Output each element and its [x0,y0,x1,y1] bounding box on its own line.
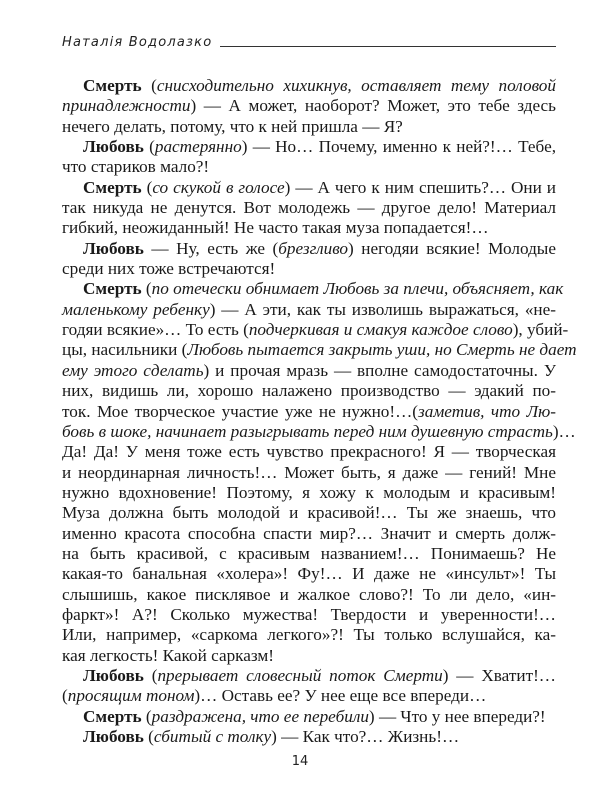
text-line [62,117,556,137]
dialogue-text: так никуда не денутся. Вот молодежь — другое дело! Материал [62,198,556,218]
text-line [62,463,556,483]
text-line [62,76,556,96]
speaker-name: Любовь [83,137,144,157]
dialogue-text: что стариков мало?! [62,157,210,177]
speaker-name: Смерть [83,76,142,95]
text-line [62,442,556,462]
dialogue-text: Муза должна быть молодой и красивой!… Ты же знаешь, что [62,503,556,523]
text-line [62,503,556,523]
text-line [62,605,556,625]
running-header [62,28,556,50]
text-line [62,239,556,259]
dialogue-text: Да! Да! У меня тоже есть чувство прекрасного! Я — творческая [62,442,556,462]
speaker-name: Смерть [83,279,142,299]
dialogue-text: ( [143,727,154,746]
page-number: 14 [291,754,309,769]
dialogue-text: какая-то банальная «холера»! Фу!… И даже не «инсульт»! Ты [62,564,556,584]
dialogue-text: фаркт»! А?! Сколько мужества! Твердости и уверенности!… [62,604,556,624]
text-line [62,178,556,198]
text-line [62,361,556,381]
dialogue-text: ) — Как что?… Жизнь!… [271,727,460,746]
text-line [62,544,556,564]
dialogue-text: слышишь, какое писклявое и жалкое слово?! То ли дело, «ин- [62,584,556,604]
dialogue-text: )… Оставь ее? У нее еще все впереди… [194,686,487,706]
dialogue-text: ( [141,177,153,197]
text-line [62,524,556,544]
stage-direction: Любовь пытается закрыть уши, но Смерть не дает [187,340,577,360]
text-line [62,320,569,340]
text-line [62,686,556,706]
text-line [62,300,556,320]
text-line [62,381,556,401]
page-body-text [62,76,577,747]
dialogue-text: ), убий- [512,320,569,340]
text-line [62,625,556,645]
stage-direction: ему этого сделать [62,360,204,380]
dialogue-text: именно красота способна спасти мир?… Значит и смерть долж- [62,523,556,543]
header-rule [220,46,556,47]
text-line [62,585,556,605]
dialogue-text: ( [141,706,152,726]
text-line [62,727,556,747]
dialogue-text: ) — А чего к ним спешить?… Они и [284,177,556,197]
text-line [62,157,556,177]
dialogue-text: и неординарная личность!… Может быть, я даже — гений! Мне [62,462,556,482]
dialogue-text: ток. Мое творческое участие уже не нужно!…( [62,401,419,421]
text-line [62,564,556,584]
text-line [62,340,577,360]
stage-direction: растерянно [154,137,242,157]
stage-direction: заметив, что Лю- [418,401,556,421]
dialogue-text: на быть красивой, с красивым названием!… Понимаешь? Не [62,543,556,563]
text-line [62,198,556,218]
dialogue-text: ) — Что у нее впереди?! [368,706,546,726]
text-line [62,666,556,686]
dialogue-text: — Ну, есть же ( [143,238,279,258]
dialogue-text: ( [143,137,155,157]
stage-direction: раздражена, что ее перебили [151,706,369,726]
dialogue-text: ( [62,686,68,706]
stage-direction: снисходительно хихикнув, оставляет тему половой [156,76,556,95]
dialogue-text: )… [552,421,576,441]
stage-direction: бовь в шоке, начинает разыгрывать перед ним душевную страсть [62,421,553,441]
dialogue-text: ) и прочая мразь — вполне самодостаточны. У [203,360,556,380]
speaker-name: Любовь [83,665,144,685]
stage-direction: принадлежности [62,96,191,116]
stage-direction: со скукой в голосе [152,177,285,197]
stage-direction: подчеркивая и смакуя каждое слово [248,320,513,340]
dialogue-text: ( [143,665,158,685]
stage-direction: сбитый с толку [153,727,272,746]
dialogue-text: годяи всякие»… То есть ( [62,320,249,340]
dialogue-text: ) негодяи всякие! Молодые [348,238,556,258]
text-line [62,707,556,727]
dialogue-text: ( [141,279,152,299]
speaker-name: Смерть [83,706,142,726]
text-line [62,402,556,422]
speaker-name: Смерть [83,177,142,197]
stage-direction: по отечески обнимает Любовь за плечи, объясняет, как [151,279,564,299]
dialogue-text: гибкий, неожиданный! Не часто такая муза попадается!… [62,218,489,238]
speaker-name: Любовь [83,727,144,746]
text-line [62,483,556,503]
dialogue-text: кая легкость! Какой сарказм! [62,645,275,665]
dialogue-text: нечего делать, потому, что к ней пришла — Я? [62,116,403,136]
dialogue-text: ( [141,76,157,95]
text-line [62,137,556,157]
dialogue-text: среди них тоже встречаются! [62,259,276,279]
stage-direction: маленькому ребенку [62,299,210,319]
dialogue-text: ) — А эти, как ты изволишь выражаться, «не- [209,299,556,319]
dialogue-text: ) — А может, наоборот? Может, это тебе здесь [190,96,556,116]
speaker-name: Любовь [83,238,144,258]
text-line [62,259,556,279]
stage-direction: брезгливо [278,238,349,258]
dialogue-text: цы, насильники ( [62,340,188,360]
text-line [62,646,556,666]
dialogue-text: ) — Но… Почему, именно к ней?!… Тебе, [241,137,556,157]
stage-direction: просящим тоном [67,686,195,706]
stage-direction: прерывает словесный поток Смерти [157,665,443,685]
dialogue-text: них, видишь ли, хорошо налажено производство — эдакий по- [62,381,556,401]
dialogue-text: Или, например, «саркома легкого»?! Ты только вслушайся, ка- [62,625,556,645]
text-line [62,279,564,299]
dialogue-text: нужно вдохновение! Поэтому, я хожу к молодым и красивым! [62,482,556,502]
header-author: Наталія Водолазко [62,35,213,50]
dialogue-text: ) — Хватит!… [442,665,556,685]
text-line [62,96,556,116]
text-line [62,421,576,442]
text-line [62,218,556,238]
